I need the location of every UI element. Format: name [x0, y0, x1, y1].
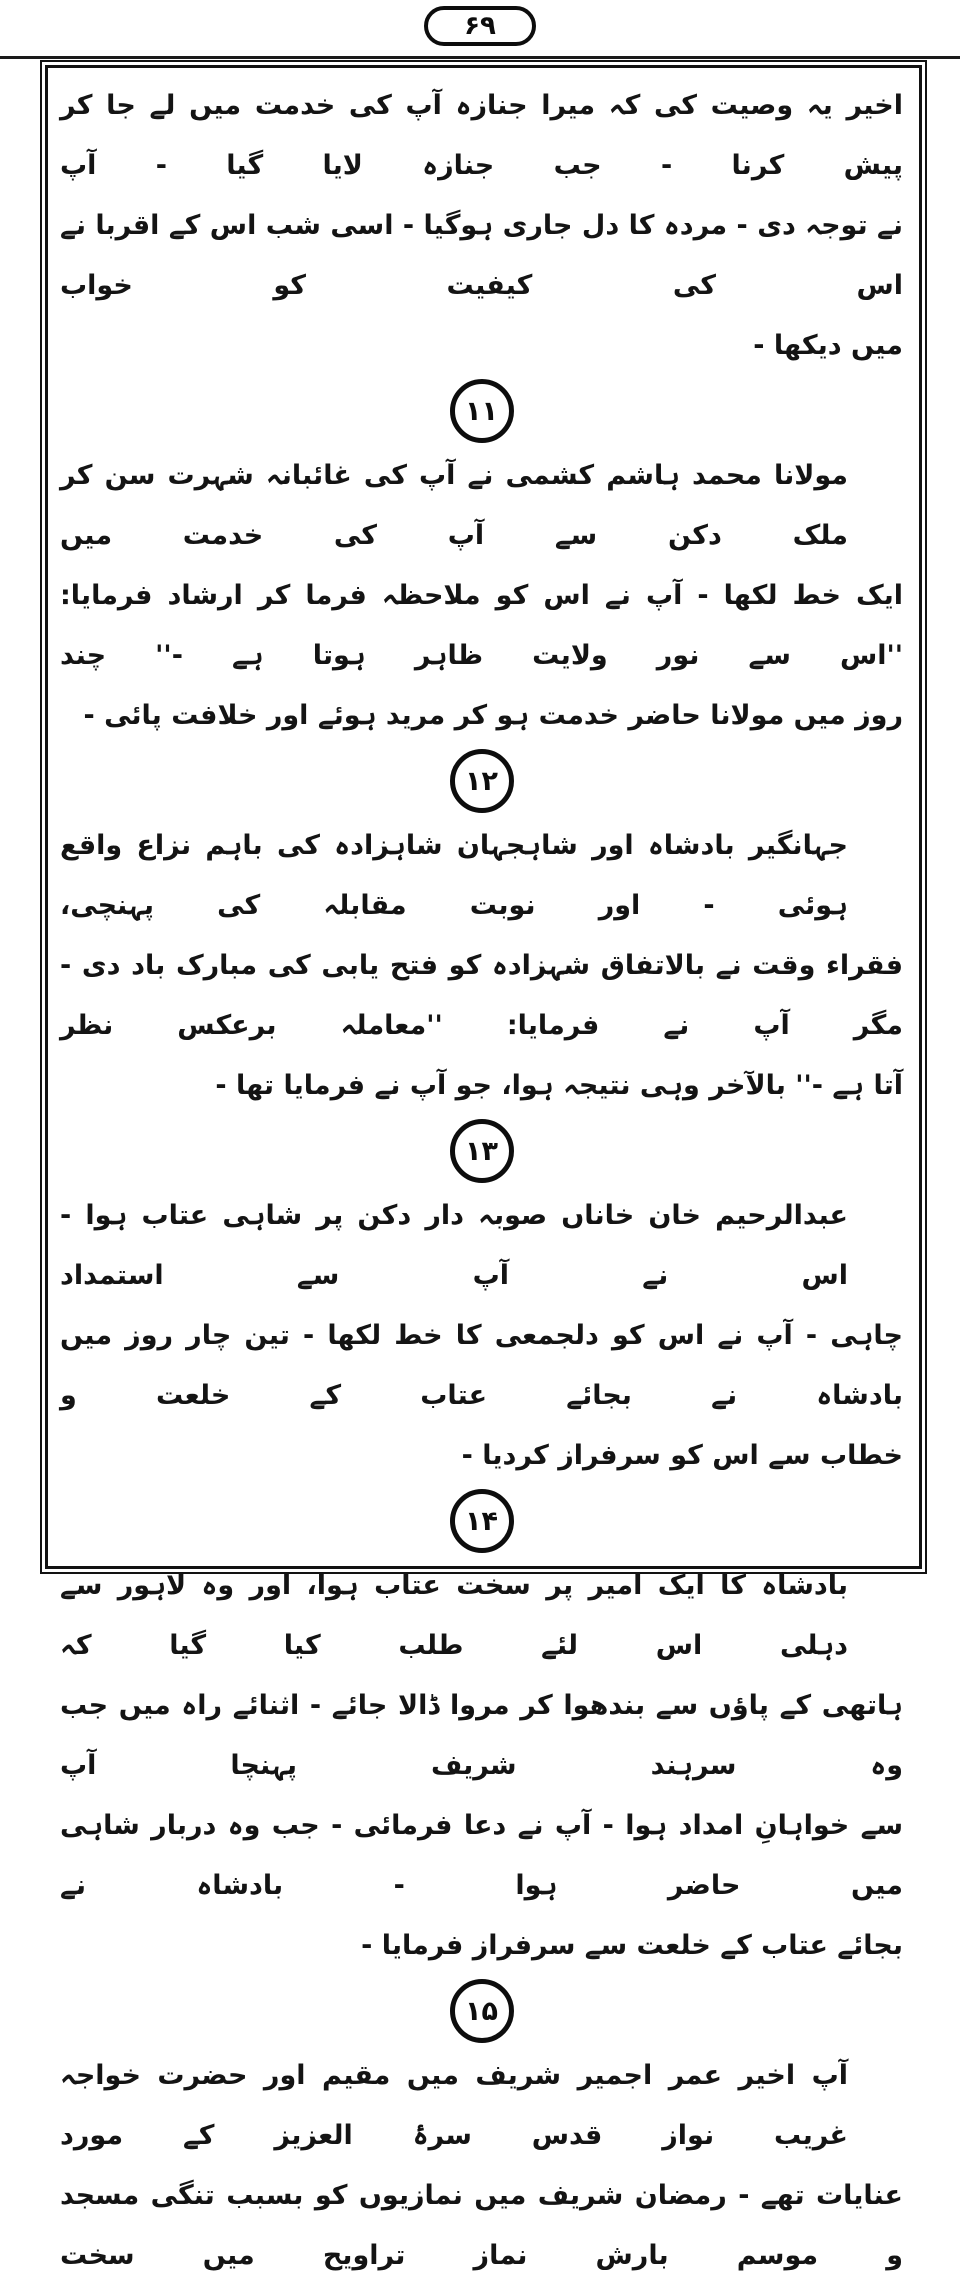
header-rule: [0, 56, 960, 59]
text-line: بجائے عتاب کے خلعت سے سرفراز فرمایا -: [361, 1930, 903, 1961]
text-line: عبدالرحیم خان خاناں صوبہ دار دکن پر شاہی عتاب ہوا - اس نے آپ سے استمداد: [60, 1200, 848, 1291]
page-number-badge: ۶۹: [424, 6, 536, 46]
text-line: مولانا محمد ہاشم کشمی نے آپ کی غائبانہ شہرت سن کر ملک دکن سے آپ کی خدمت میں: [60, 460, 848, 551]
paragraph: [60, 816, 903, 1116]
text-line: بادشاہ کا ایک امیر پر سخت عتاب ہوا، اور وہ لاہور سے دہلی اس لئے طلب کیا گیا کہ: [60, 1570, 848, 1661]
text-line: نے توجہ دی - مردہ کا دل جاری ہوگیا - اسی شب اس کے اقربا نے اس کی کیفیت کو خواب: [60, 210, 903, 301]
text-line: آپ اخیر عمر اجمیر شریف میں مقیم اور حضرت خواجہ غریب نواز قدس سرۂ العزیز کے مورد: [60, 2060, 848, 2151]
text-line: روز میں مولانا حاضر خدمت ہو کر مرید ہوئے اور خلافت پائی -: [83, 700, 903, 731]
paragraph: [60, 2046, 903, 2286]
text-line: اخیر یہ وصیت کی کہ میرا جنازہ آپ کی خدمت میں لے جا کر پیش کرنا - جب جنازہ لایا گیا - آپ: [60, 90, 903, 181]
text-line: سے خواہانِ امداد ہوا - آپ نے دعا فرمائی - جب وہ دربار شاہی میں حاضر ہوا - بادشاہ نے: [60, 1810, 903, 1901]
section-number-circle: ۱۴: [450, 1489, 514, 1553]
text-line: ہاتھی کے پاؤں سے بندھوا کر مروا ڈالا جائے - اثنائے راہ میں جب وہ سرہند شریف پہنچا آپ: [60, 1690, 903, 1781]
section-number-circle: ۱۵: [450, 1979, 514, 2043]
text-line: چاہی - آپ نے اس کو دلجمعی کا خط لکھا - تین چار روز میں بادشاہ نے بجائے عتاب کے خلعت و: [60, 1320, 903, 1411]
section-number-circle: ۱۲: [450, 749, 514, 813]
text-line: خطاب سے اس کو سرفراز کردیا -: [461, 1440, 903, 1471]
text-line: جہانگیر بادشاہ اور شاہجہان شاہزادہ کی باہم نزاع واقع ہوئی - اور نوبت مقابلہ کی پہنچی،: [60, 830, 848, 921]
text-line: ایک خط لکھا - آپ نے اس کو ملاحظہ فرما کر ارشاد فرمایا: ''اس سے نور ولایت ظاہر ہوتا ہے -'' چند: [60, 580, 903, 671]
text-line: میں دیکھا -: [753, 330, 903, 361]
section-number-circle: ۱۱: [450, 379, 514, 443]
text-line: فقراء وقت نے بالاتفاق شہزادہ کو فتح یابی کی مبارک باد دی - مگر آپ نے فرمایا: ''معاملہ برعکس نظر: [60, 950, 903, 1041]
text-line: آتا ہے -'' بالآخر وہی نتیجہ ہوا، جو آپ نے فرمایا تھا -: [215, 1070, 903, 1101]
text-border-frame: [40, 60, 927, 2271]
paragraph: [60, 76, 903, 376]
text-line: عنایات تھے - رمضان شریف میں نمازیوں کو بسبب تنگی مسجد و موسم بارش نماز تراویح میں سخت: [60, 2180, 903, 2271]
paragraph: [60, 1556, 903, 1976]
text-area: [45, 65, 922, 2271]
paragraph: [60, 1186, 903, 1486]
section-number-circle: ۱۳: [450, 1119, 514, 1183]
paragraph: [60, 446, 903, 746]
